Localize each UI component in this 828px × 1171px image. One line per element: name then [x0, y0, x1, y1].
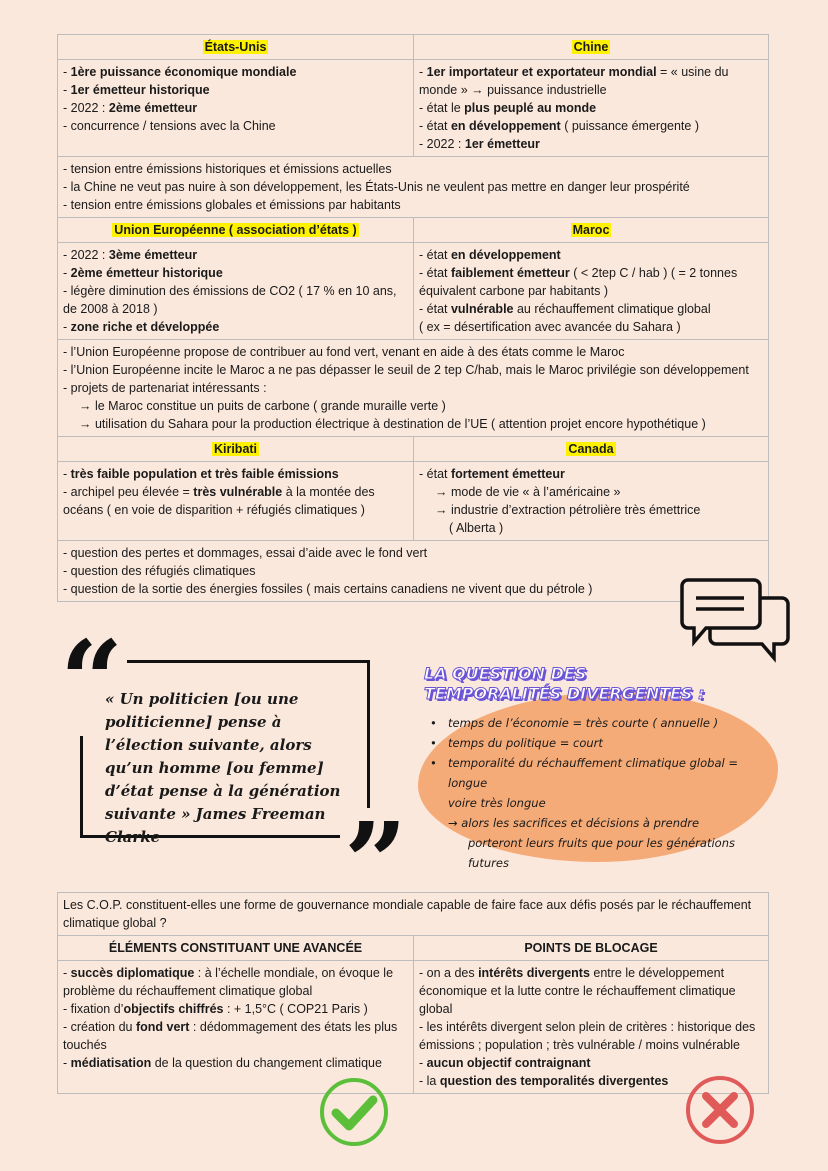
speech-bubbles-icon — [678, 576, 793, 664]
eu-cell: - 2022 : 3ème émetteur - 2ème émetteur historique - légère diminution des émissions de CO2 ( 17 % en 10 ans, de 2008 à 2018 ) - zone riche et développée — [63, 248, 397, 334]
cop-table — [57, 892, 769, 1094]
temporalites-list: • temps de l’économie = très courte ( annuelle ) • temps du politique = court • temporalité du réchauffement climatique global = longue voire très longue → alors les sacrifices et décisions à prendre porteront leurs fruits que pour les générations futures — [428, 713, 768, 873]
check-icon — [318, 1076, 390, 1148]
cop-advances: - succès diplomatique : à l’échelle mondiale, on évoque le problème du réchauffement climatique global - fixation d’objectifs chiffrés : + 1,5°C ( COP21 Paris ) - création du fond vert : dédommagement des états les plus touchés - médiatisation de la question du changement climatique — [63, 966, 398, 1070]
eu-morocco-header — [58, 218, 768, 243]
kiribati-canada-body — [58, 462, 768, 540]
cop-blockers: - on a des intérêts divergents entre le développement économique et la lutte contre le réchauffement climatique global - les intérêts divergent selon plein de critères : historique des émissions ; population ; très vulnérable / moins vulnérable - aucun objectif contraignant - la question des temporalités divergentes — [413, 961, 768, 1093]
cross-icon — [684, 1074, 756, 1146]
kiribati-cell: - très faible population et très faible émissions - archipel peu élevée = très vulnérable à la montée des océans ( en voie de disparition + réfugiés climatiques ) — [63, 467, 375, 517]
cop-head-right: POINTS DE BLOCAGE — [413, 936, 768, 960]
canada-cell: - état fortement émetteur → mode de vie « à l’américaine » → industrie d’extraction pétrolière très émettrice ( Alberta ) — [413, 462, 768, 540]
eu-title: Union Européenne ( association d’états ) — [114, 223, 357, 237]
climate-questions: - question des pertes et dommages, essai d’aide avec le fond vert - question des réfugiés climatiques - question de la sortie des énergies fossiles ( mais certains canadiens ne vivent que du pétrole ) — [58, 540, 768, 601]
cop-header — [58, 936, 768, 961]
temporalites-title: LA QUESTION DES TEMPORALITÉS DIVERGENTES : — [424, 664, 705, 703]
cop-head-left: ÉLÉMENTS CONSTITUANT UNE AVANCÉE — [108, 941, 363, 955]
eu-morocco-relations: - l’Union Européenne propose de contribuer au fond vert, venant en aide à des états comme le Maroc - l’Union Européenne incite le Maroc a ne pas dépasser le seuil de 2 tep C/hab, mais le Maroc privilégie son développement - projets de partenariat intéressants : → le Maroc constitue un puits de carbone ( grande muraille verte ) → utilisation du Sahara pour la production électrique à destination de l’UE ( attention projet encore hypothétique ) — [58, 339, 768, 437]
usa-china-body — [58, 60, 768, 156]
usa-cell: - 1ère puissance économique mondiale - 1er émetteur historique - 2022 : 2ème émetteur - concurrence / tensions avec la Chine — [63, 65, 297, 133]
cop-body — [58, 961, 768, 1093]
quote-text: « Un politicien [ou une politicienne] pense à l’élection suivante, alors qu’un homme [ou femme] d’état pense à la génération suivante » James Freeman Clarke — [105, 690, 341, 846]
list-item: • temps de l’économie = très courte ( annuelle ) — [428, 713, 768, 733]
china-title: Chine — [573, 40, 609, 54]
countries-table — [57, 34, 769, 602]
cop-question: Les C.O.P. constituent-elles une forme de gouvernance mondiale capable de faire face aux défis posés par le réchauffement climatique global ? — [58, 893, 768, 936]
open-quote-icon: “ — [56, 626, 127, 736]
kiribati-canada-header — [58, 437, 768, 462]
usa-china-tensions: - tension entre émissions historiques et émissions actuelles - la Chine ne veut pas nuire à son développement, les États-Unis ne veulent pas mettre en danger leur prospérité - tension entre émissions globales et émissions par habitants — [58, 156, 768, 218]
morocco-cell: - état en développement - état faiblement émetteur ( < 2tep C / hab ) ( = 2 tonnes équivalent carbone par habitants ) - état vulnérable au réchauffement climatique global ( ex = désertification avec avancée du Sahara ) — [413, 243, 768, 339]
kiribati-title: Kiribati — [213, 442, 258, 456]
usa-china-header — [58, 35, 768, 60]
list-item: • temps du politique = court — [428, 733, 768, 753]
china-cell: - 1er importateur et exportateur mondial = « usine du monde » → puissance industrielle - état le plus peuplé au monde - état en développement ( puissance émergente ) - 2022 : 1er émetteur — [413, 60, 768, 156]
canada-title: Canada — [568, 442, 614, 456]
close-quote-icon: ” — [340, 808, 411, 918]
list-item: • temporalité du réchauffement climatique global = longue — [428, 753, 768, 793]
eu-morocco-body — [58, 243, 768, 339]
usa-title: États-Unis — [204, 40, 267, 54]
morocco-title: Maroc — [572, 223, 610, 237]
